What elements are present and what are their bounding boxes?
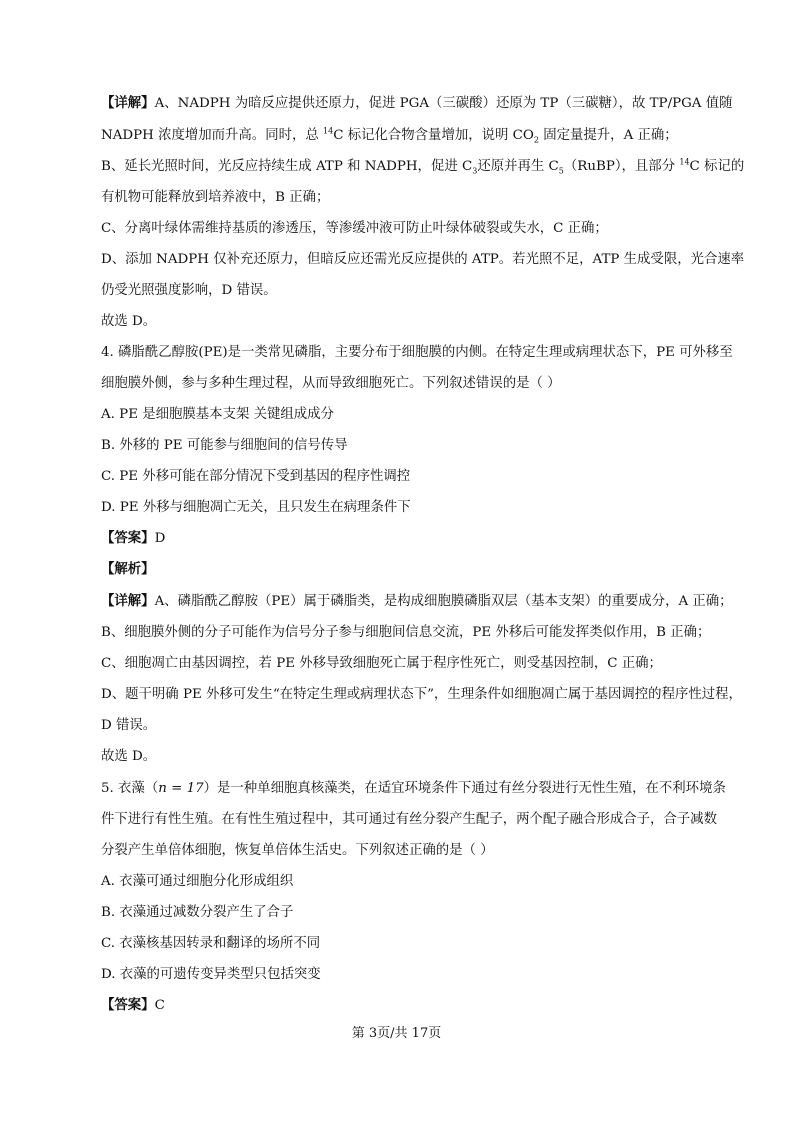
answer-tag: 【答案】 bbox=[101, 998, 155, 1013]
q5-stem-line-1: 5. 衣藻（n = 17）是一种单细胞真核藻类，在适宜环境条件下通过有丝分裂进行无性生殖，在不利环境条 bbox=[101, 781, 726, 796]
q4-detail-line-5: D 错误。 bbox=[101, 718, 157, 733]
q5-stem-line-2: 件下进行有性生殖。在有性生殖过程中，其可通过有丝分裂产生配子，两个配子融合形成合子，合子减数 bbox=[101, 812, 717, 827]
q5-option-d: D. 衣藻的可遗传变异类型只包括突变 bbox=[101, 967, 321, 982]
ploidy-formula: n = 17 bbox=[158, 781, 204, 796]
q3-detail-line-2: NADPH 浓度增加而升高。同时，总 $^{14}$C 标记化合物含量增加，说明 $CO_2$ 固定量提升，A 正确； bbox=[101, 126, 678, 145]
answer-tag: 【答案】 bbox=[101, 531, 155, 546]
q4-answer: 【答案】D bbox=[101, 531, 166, 546]
detail-tag: 【详解】 bbox=[101, 96, 155, 111]
q4-detail-line-3: C、细胞凋亡由基因调控，若 PE 外移导致细胞死亡属于程序性死亡，则受基因控制，C 正确； bbox=[101, 656, 662, 671]
q4-detail-line-2: B、细胞膜外侧的分子可能作为信号分子参与细胞间信息交流，PE 外移后可能发挥类似作用，B 正确； bbox=[101, 625, 711, 640]
q5-option-a: A. 衣藻可通过细胞分化形成组织 bbox=[101, 874, 294, 889]
q4-conclusion: 故选 D。 bbox=[101, 749, 157, 764]
q3-detail-line-7: 仍受光照强度影响，D 错误。 bbox=[101, 283, 277, 298]
q4-option-c: C. PE 外移可能在部分情况下受到基因的程序性调控 bbox=[101, 469, 411, 484]
q5-option-c: C. 衣藻核基因转录和翻译的场所不同 bbox=[101, 936, 321, 951]
q5-answer: 【答案】C bbox=[101, 998, 165, 1013]
q4-detail-line-4: D、题干明确 PE 外移可发生“在特定生理或病理状态下”，生理条件如细胞凋亡属于基因调控的程序性过程， bbox=[101, 687, 742, 702]
q4-detail-line-1: 【详解】A、磷脂酰乙醇胺（PE）属于磷脂类，是构成细胞膜磷脂双层（基本支架）的重要成分，A 正确； bbox=[101, 594, 733, 609]
q3-detail-line-5: C、分离叶绿体需维持基质的渗透压，等渗缓冲液可防止叶绿体破裂或失水，C 正确； bbox=[101, 221, 608, 236]
q4-option-a: A. PE 是细胞膜基本支架 关键组成成分 bbox=[101, 407, 334, 422]
q4-analysis-tag: 【解析】 bbox=[101, 562, 155, 577]
q4-option-d: D. PE 外移与细胞凋亡无关，且只发生在病理条件下 bbox=[101, 500, 411, 515]
q5-stem-line-3: 分裂产生单倍体细胞，恢复单倍体生活史。下列叙述正确的是（ ） bbox=[101, 843, 494, 858]
page-number-footer: 第 3页/共 17页 bbox=[351, 1026, 442, 1041]
q4-option-b: B. 外移的 PE 可能参与细胞间的信号传导 bbox=[101, 438, 348, 453]
q3-detail-line-4: 有机物可能释放到培养液中，B 正确； bbox=[101, 190, 330, 205]
q5-option-b: B. 衣藻通过减数分裂产生了合子 bbox=[101, 905, 294, 920]
detail-tag: 【详解】 bbox=[101, 594, 155, 609]
q3-detail-line-6: D、添加 NADPH 仅补充还原力，但暗反应还需光反应提供的 ATP。若光照不足，ATP 生成受限，光合速率 bbox=[101, 252, 745, 267]
q3-detail-line-1: 【详解】A、NADPH 为暗反应提供还原力，促进 PGA（三碳酸）还原为 TP（三碳糖），故 TP/PGA 值随 bbox=[101, 96, 733, 111]
q3-detail-line-3: B、延长光照时间，光反应持续生成 ATP 和 NADPH，促进 $C_3$还原并再生 $C_5(RuBP)$，且部分 $^{14}$C 标记的 bbox=[101, 157, 745, 176]
q3-conclusion: 故选 D。 bbox=[101, 314, 157, 329]
q4-stem-line-2: 细胞膜外侧，参与多种生理过程，从而导致细胞死亡。下列叙述错误的是（ ） bbox=[101, 376, 561, 391]
q4-stem-line-1: 4. 磷脂酰乙醇胺(PE)是一类常见磷脂，主要分布于细胞膜的内侧。在特定生理或病理状态下，PE 可外移至 bbox=[101, 345, 733, 360]
